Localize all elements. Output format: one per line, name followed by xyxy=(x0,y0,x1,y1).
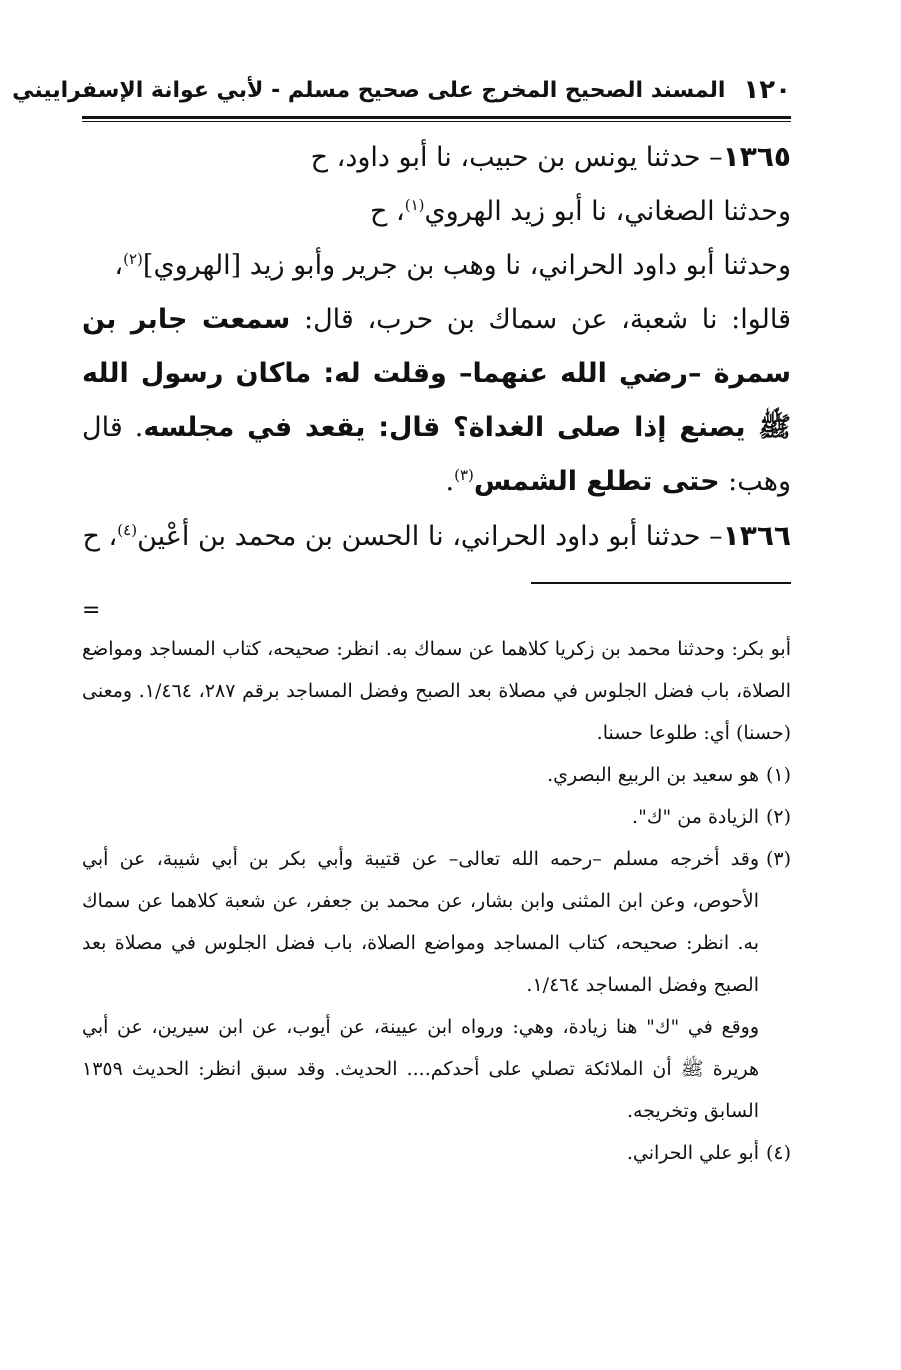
running-header xyxy=(12,70,791,110)
footnote-label: (٤) xyxy=(765,1142,791,1164)
continuation-mark: = xyxy=(82,598,101,623)
footnote-ref[interactable]: (٢) xyxy=(123,250,143,268)
hadith-1365-line1: ١٣٦٥– حدثنا يونس بن حبيب، نا أبو داود، ح xyxy=(310,140,791,173)
hadith-1366: ١٣٦٦– حدثنا أبو داود الحراني، نا الحسن بن محمد بن أعْين$^{(٤)}$، ح xyxy=(82,519,791,552)
footnote-continuation: أبو بكر: وحدثنا محمد بن زكريا كلاهما عن سماك به. انظر: صحيحه، كتاب المساجد ومواضع الصلاة، باب فضل الجلوس في مصلاة بعد الصبح وفضل المساجد برقم ٢٨٧، ١/٤٦٤. ومعنى (حسنا) أي: طلوعا حسنا. xyxy=(82,638,791,744)
hadith-1365-matn: قالوا: نا شعبة، عن سماك بن حرب، قال: سمعت جابر بن سمرة –رضي الله عنهما– وقلت له: ماكان رسول الله ﷺ يصنع إذا صلى الغداة؟ قال: يقعد في مجلسه. قال وهب: حتى تطلع الشمس$^{(٣)}$. xyxy=(82,304,791,497)
footnote-separator xyxy=(531,582,791,584)
running-title: المسند الصحيح المخرج على صحيح مسلم - لأبي عوانة الإسفراييني xyxy=(12,77,726,103)
hadith-number: ١٣٦٦ xyxy=(722,519,791,552)
footnote-4: (٤) أبو علي الحراني. xyxy=(82,1132,791,1174)
footnote-label: (٢) xyxy=(765,806,791,828)
main-text xyxy=(82,130,791,564)
footnote-ref[interactable]: (٤) xyxy=(117,521,138,539)
hadith-1365-line3: وحدثنا أبو داود الحراني، نا وهب بن جرير وأبو زيد [الهروي]$^{(٢)}$، xyxy=(114,250,791,281)
hadith-1365-line2: وحدثنا الصغاني، نا أبو زيد الهروي$^{(١)}$، ح xyxy=(369,196,791,227)
page-number: ١٢٠ xyxy=(743,75,791,105)
footnote-3-extra: ووقع في "ك" هنا زيادة، وهي: ورواه ابن عيينة، عن أيوب، عن ابن سيرين، عن أبي هريرة ﷺ أن الملائكة تصلي على أحدكم.... الحديث. وقد سبق انظر: الحديث ١٣٥٩ السابق وتخريجه. xyxy=(82,1016,759,1122)
footnote-2: (٢) الزيادة من "ك". xyxy=(82,796,791,838)
matn-text-2: حتى تطلع الشمس xyxy=(473,466,720,497)
hadith-number: ١٣٦٥ xyxy=(722,140,791,173)
header-rule xyxy=(82,116,791,119)
footnote-ref[interactable]: (٣) xyxy=(454,466,474,484)
footnote-label: (١) xyxy=(765,764,791,786)
footnote-label: (٣) xyxy=(765,848,791,870)
matn-text: سمعت جابر بن سمرة –رضي الله عنهما– وقلت له: ماكان رسول الله ﷺ يصنع إذا صلى الغداة؟ قال: يقعد في مجلسه xyxy=(82,304,791,443)
footnote-1: (١) هو سعيد بن الربيع البصري. xyxy=(82,754,791,796)
footnote-ref[interactable]: (١) xyxy=(404,196,425,214)
header-rule-thin xyxy=(82,121,791,122)
footnote-3: (٣) وقد أخرجه مسلم –رحمه الله تعالى– عن قتيبة وأبي بكر بن أبي شيبة، عن أبي الأحوص، وعن ابن المثنى وابن بشار، عن محمد بن جعفر، عن شعبة كلاهما عن سماك به. انظر: صحيحه، كتاب المساجد ومواضع الصلاة، باب فضل الجلوس في مصلاة بعد الصبح وفضل المساجد ١/٤٦٤. xyxy=(82,838,791,1006)
footnotes xyxy=(82,628,791,1174)
